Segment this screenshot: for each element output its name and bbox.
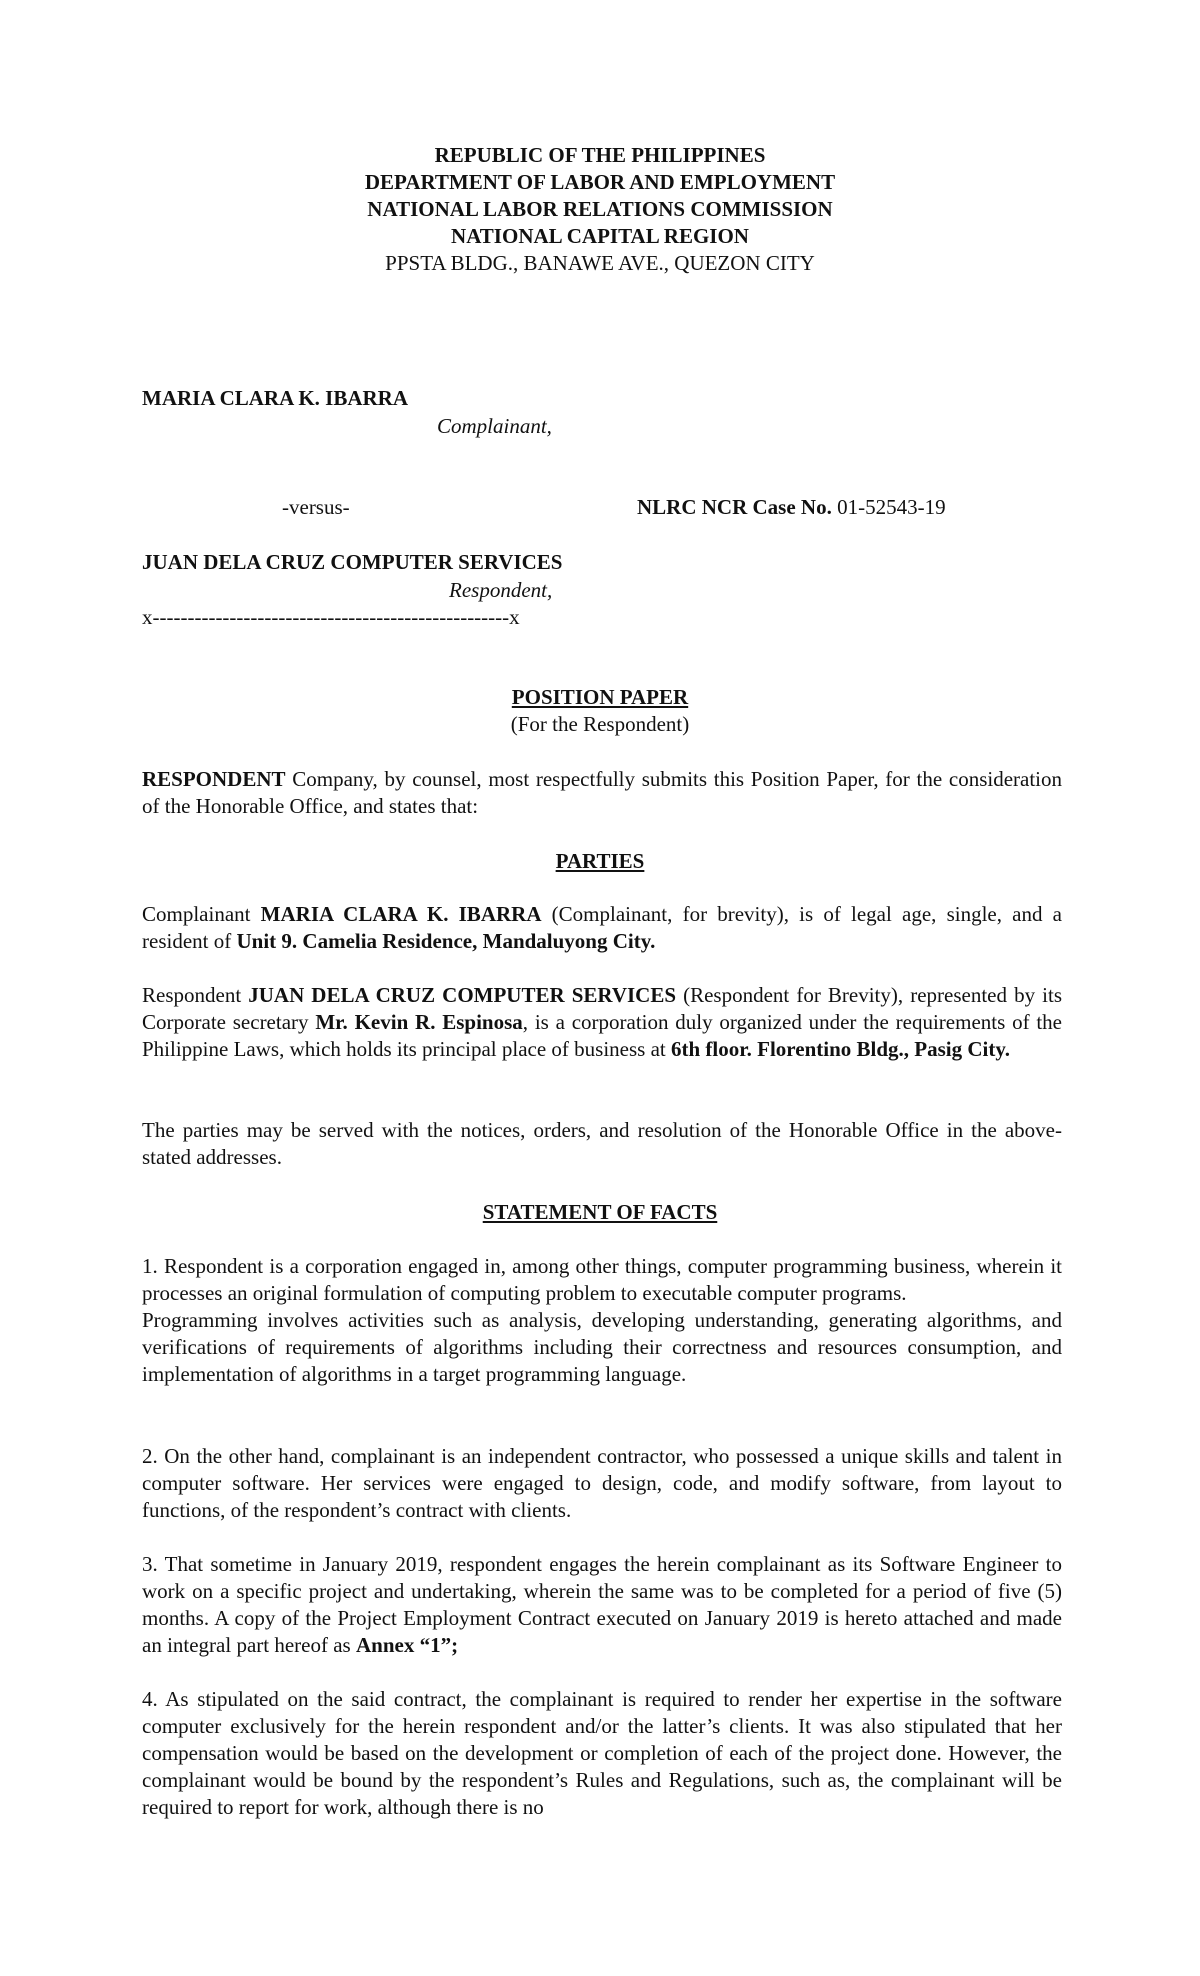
parties-service-text: The parties may be served with the notices, orders, and resolution of the Honorable Office in the above-stated addresses. <box>142 1118 1062 1169</box>
fact-1-continued: Programming involves activities such as analysis, developing understanding, generating algorithms, and verifications of requirements of algorithms including their correctness and resources consumption, and implementation of algorithms in a target programming language. <box>142 1308 1062 1386</box>
case-number-value: 01-52543-19 <box>837 495 946 519</box>
parties-p1-text-b: (Complainant, for brevity), is of legal age, single, and a resident of <box>142 902 1062 953</box>
fact-2 <box>142 1443 1062 1524</box>
header-commission: NATIONAL LABOR RELATIONS COMMISSION <box>367 197 833 221</box>
respondent-name: JUAN DELA CRUZ COMPUTER SERVICES <box>142 550 563 574</box>
fact-2-text: 2. On the other hand, complainant is an independent contractor, who possessed a unique skills and talent in computer software. Her services were engaged to design, code, and modify software, from layout to functions, of the respondent’s contract with clients. <box>142 1444 1062 1522</box>
parties-p2-text-a: Respondent <box>142 983 249 1007</box>
parties-p1-text-a: Complainant <box>142 902 261 926</box>
parties-complainant-address: Unit 9. Camelia Residence, Mandaluyong City. <box>236 929 656 953</box>
complainant-role: Complainant, <box>437 414 552 438</box>
parties-respondent-name: JUAN DELA CRUZ COMPUTER SERVICES <box>248 983 677 1007</box>
fact-3 <box>142 1551 1062 1659</box>
parties-p2-text-b: (Respondent for Brevity), represented by its Corporate secretary <box>142 983 1062 1034</box>
fact-1 <box>142 1253 1062 1388</box>
parties-paragraph-complainant <box>142 901 1062 955</box>
parties-heading: PARTIES <box>555 849 645 873</box>
header-department: DEPARTMENT OF LABOR AND EMPLOYMENT <box>364 170 836 194</box>
case-number-label: NLRC NCR Case No. <box>637 495 832 519</box>
respondent-role: Respondent, <box>449 578 553 602</box>
fact-3-text: 3. That sometime in January 2019, respondent engages the herein complainant as its Software Engineer to work on a specific project and undertaking, wherein the same was to be completed for a period of five (5) months. A copy of the Project Employment Contract executed on January 2019 is hereto attached and made an integral part hereof as <box>142 1552 1062 1657</box>
parties-respondent-secretary: Mr. Kevin R. Espinosa <box>315 1010 523 1034</box>
document-title: POSITION PAPER <box>511 685 689 709</box>
header-address: PPSTA BLDG., BANAWE AVE., QUEZON CITY <box>385 251 815 275</box>
fact-4-text: 4. As stipulated on the said contract, the complainant is required to render her expertise in the software computer exclusively for the herein respondent and/or the latter’s clients. It was also stipulated that her compensation would be based on the development or completion of each of the project done. However, the complainant would be bound by the respondent’s Rules and Regulations, such as, the complainant will be required to report for work, although there is no <box>142 1687 1062 1819</box>
header-region: NATIONAL CAPITAL REGION <box>451 224 749 248</box>
fact-4 <box>142 1686 1062 1821</box>
case-number-line <box>637 494 1057 521</box>
facts-heading: STATEMENT OF FACTS <box>482 1200 718 1224</box>
document-title-block <box>0 684 1200 738</box>
document-subtitle: (For the Respondent) <box>510 712 690 736</box>
fact-1-text: 1. Respondent is a corporation engaged in, among other things, computer programming business, wherein it processes an original formulation of computing problem to executable computer programs. <box>142 1254 1062 1305</box>
intro-text: Company, by counsel, most respectfully submits this Position Paper, for the consideration of the Honorable Office, and states that: <box>142 767 1062 818</box>
parties-respondent-address: 6th floor. Florentino Bldg., Pasig City. <box>671 1037 1010 1061</box>
caption-separator: x---------------------------------------------------x <box>142 605 520 629</box>
parties-p2-text-c: , is a corporation duly organized under the requirements of the Philippine Laws, which holds its principal place of business at <box>142 1010 1062 1061</box>
header-republic: REPUBLIC OF THE PHILIPPINES <box>434 143 766 167</box>
parties-complainant-name: MARIA CLARA K. IBARRA <box>260 902 542 926</box>
intro-paragraph <box>142 766 1062 820</box>
court-header <box>0 142 1200 277</box>
fact-3-annex: Annex “1”; <box>355 1633 459 1657</box>
parties-paragraph-service <box>142 1117 1062 1171</box>
versus-label: -versus- <box>282 495 350 519</box>
intro-lead: RESPONDENT <box>142 767 286 791</box>
parties-paragraph-respondent <box>142 982 1062 1063</box>
complainant-name: MARIA CLARA K. IBARRA <box>142 386 409 410</box>
